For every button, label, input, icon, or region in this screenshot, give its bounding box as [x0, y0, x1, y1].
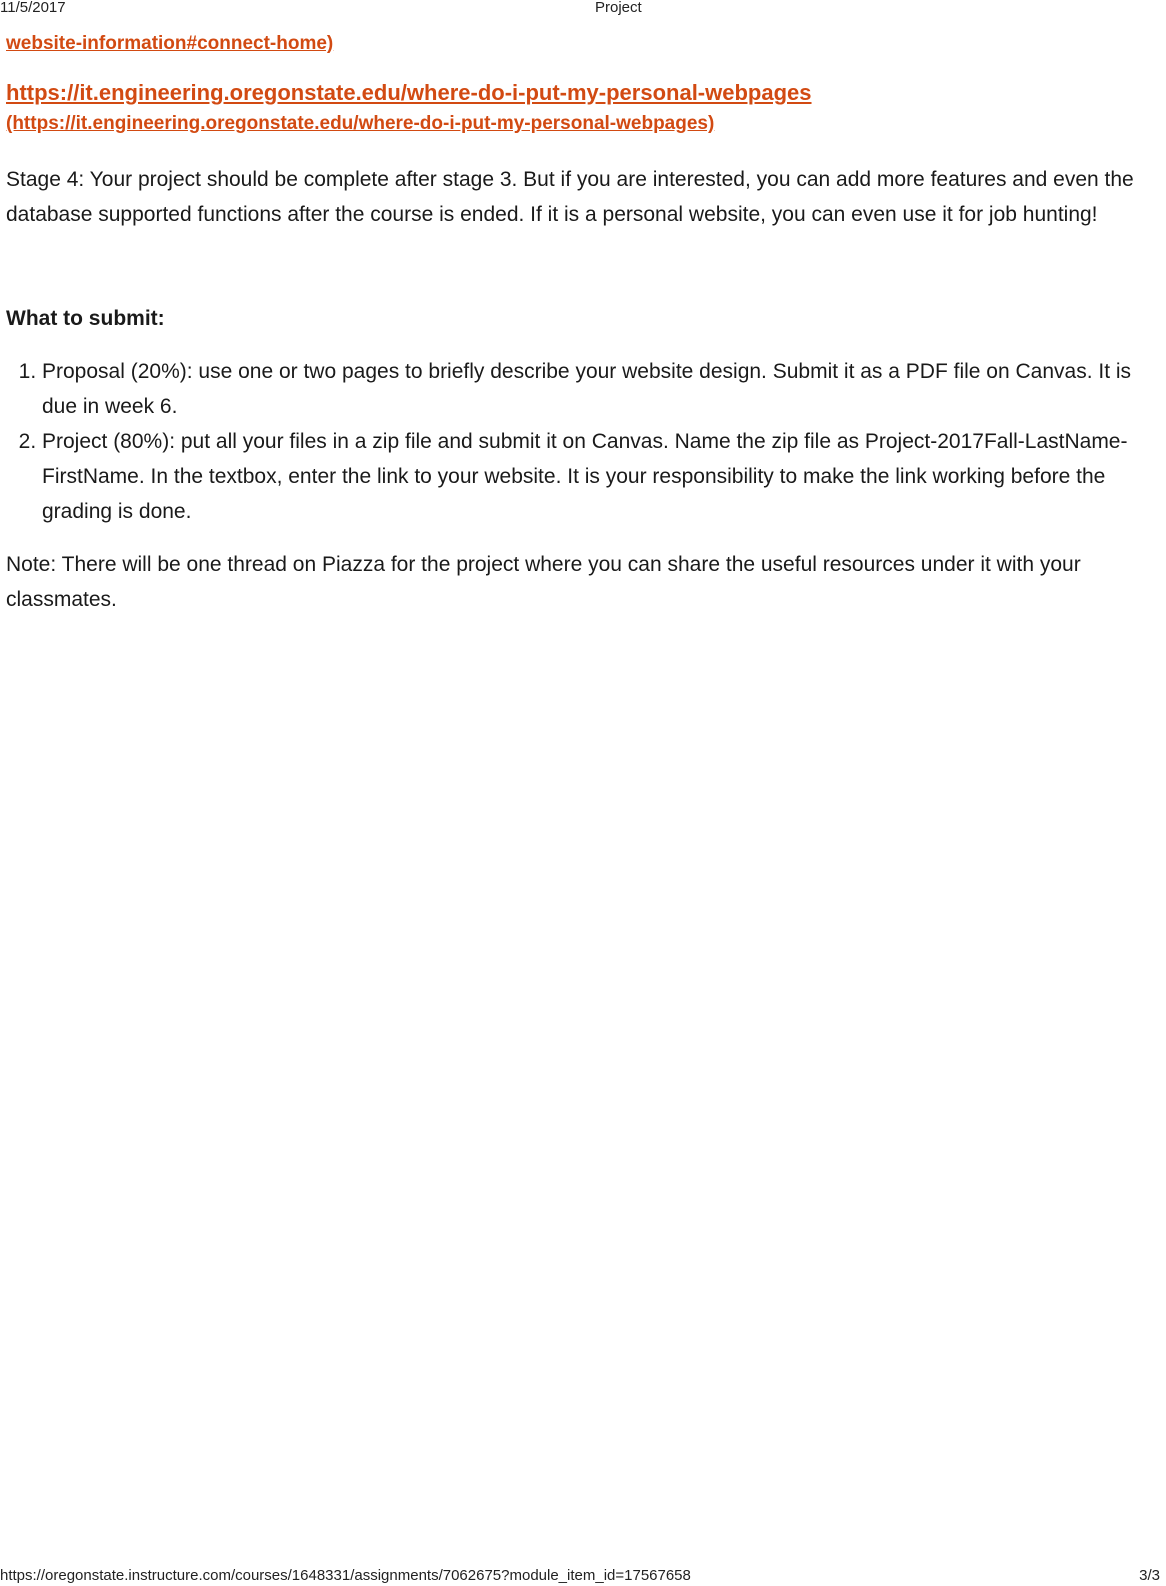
page-number: 3/3: [1139, 1567, 1160, 1584]
note-paragraph: Note: There will be one thread on Piazza for the project where you can share the useful resources under it with your classmates.: [6, 553, 1081, 611]
print-date: 11/5/2017: [0, 0, 66, 16]
submit-list: [6, 354, 1156, 529]
submit-heading: What to submit:: [6, 307, 165, 330]
webpages-link[interactable]: https://it.engineering.oregonstate.edu/where-do-i-put-my-personal-webpages: [6, 80, 812, 105]
print-footer: [0, 1567, 1166, 1586]
print-header: [0, 0, 1166, 18]
stage4-paragraph: Stage 4: Your project should be complete after stage 3. But if you are interested, you can add more features and even the database supported functions after the course is ended. If it is a personal website, you can even use it for job hunting!: [6, 168, 1134, 226]
print-url: https://oregonstate.instructure.com/courses/1648331/assignments/7062675?module_item_id=17567658: [0, 1567, 691, 1584]
webpages-link-parenthetical[interactable]: (https://it.engineering.oregonstate.edu/where-do-i-put-my-personal-webpages): [6, 113, 715, 134]
submit-item-proposal: 1. Proposal (20%): use one or two pages to briefly describe your website design. Submit it as a PDF file on Canvas. It is due in week 6.: [42, 354, 1156, 424]
submit-item-project: 2. Project (80%): put all your files in a zip file and submit it on Canvas. Name the zip file as Project-2017Fall-LastName-FirstName. In the textbox, enter the link to your website. It is your responsibility to make the link working before the grading is done.: [42, 424, 1156, 529]
print-title: Project: [595, 0, 642, 16]
page-content: [6, 30, 1156, 617]
continued-link[interactable]: website-information#connect-home): [6, 33, 334, 54]
